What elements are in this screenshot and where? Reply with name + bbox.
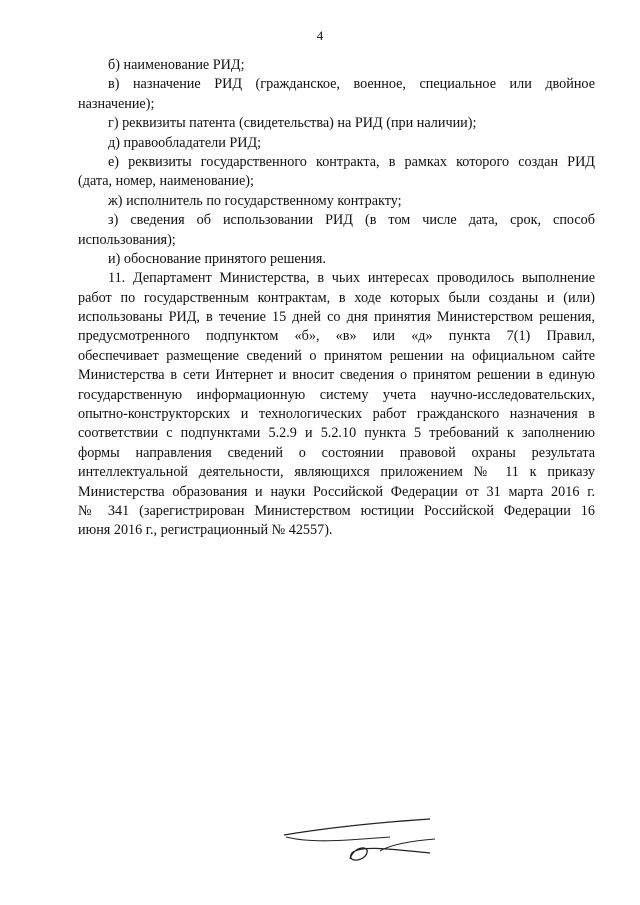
text-line: государственную информационную систему учета научно-исследовательских, xyxy=(78,386,595,403)
text-line: ж) исполнитель по государственному контракту; xyxy=(108,192,402,209)
document-body xyxy=(78,56,595,541)
page-number: 4 xyxy=(316,28,324,43)
text-line: обеспечивает размещение сведений о принятом решении на официальном сайте xyxy=(78,347,595,364)
text-line: Министерства в сети Интернет и вносит сведения о принятом решении в единую xyxy=(78,367,595,384)
signature xyxy=(280,815,440,870)
text-line: использованы РИД, в течение 15 дней со дня принятия Министерством решения, xyxy=(78,309,595,326)
text-line: б) наименование РИД; xyxy=(108,57,245,73)
text-line: Министерства образования и науки Российской Федерации от 31 марта 2016 г. xyxy=(78,483,595,500)
text-line: в) назначение РИД (гражданское, военное, специальное или двойное xyxy=(108,76,595,93)
text-line: е) реквизиты государственного контракта, в рамках которого создан РИД xyxy=(108,153,595,170)
text-line: соответствии с подпунктами 5.2.9 и 5.2.10 пункта 5 требований к заполнению xyxy=(78,425,595,442)
text-line: использования); xyxy=(78,231,176,248)
text-line: формы направления сведений о состоянии правовой охраны результата xyxy=(78,444,595,461)
text-line: назначение); xyxy=(78,95,155,112)
text-line: и) обоснование принятого решения. xyxy=(108,250,326,267)
text-line: предусмотренного подпунктом «б», «в» или «д» пункта 7(1) Правил, xyxy=(78,328,595,345)
text-line: г) реквизиты патента (свидетельства) на РИД (при наличии); xyxy=(108,115,477,132)
text-line: опытно-конструкторских и технологических работ гражданского назначения в xyxy=(78,406,595,423)
text-line: работ по государственным контрактам, в ходе которых были созданы и (или) xyxy=(78,289,595,306)
text-line: з) сведения об использовании РИД (в том числе дата, срок, способ xyxy=(108,212,595,229)
text-line: 11. Департамент Министерства, в чьих интересах проводилось выполнение xyxy=(108,270,595,287)
text-line: № 341 (зарегистрирован Министерством юстиции Российской Федерации 16 xyxy=(78,502,595,519)
text-line: интеллектуальной деятельности, являющихся приложением № 11 к приказу xyxy=(78,464,595,481)
text-line: д) правообладатели РИД; xyxy=(108,134,262,151)
text-line: (дата, номер, наименование); xyxy=(78,173,254,190)
text-line: июня 2016 г., регистрационный № 42557). xyxy=(78,522,333,539)
